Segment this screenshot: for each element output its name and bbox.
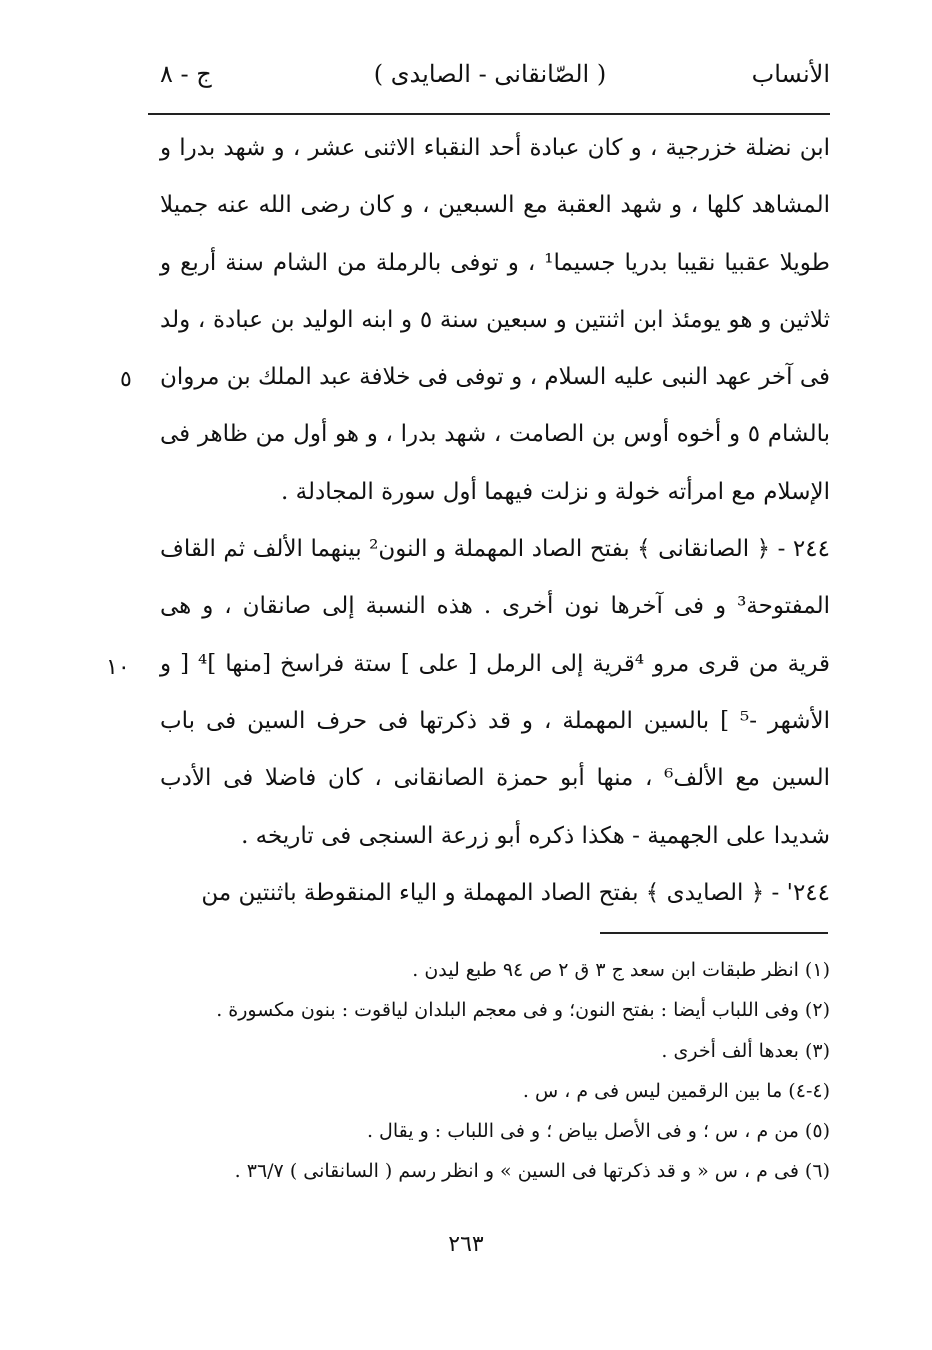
book-title: الأنساب xyxy=(751,60,830,88)
margin-line-number-5: ٥ xyxy=(120,367,132,392)
footnote-6: (٦) فى م ، س « و قد ذكرتها فى السين » و انظر رسم ( السانقانى ) ٣٦/٧ . xyxy=(234,1160,830,1183)
footnote-1: (١) انظر طبقات ابن سعد ج ٣ ق ٢ ص ٩٤ طبع ليدن . xyxy=(412,959,830,981)
entries-range: ( الصّانقانى - الصايدى ) xyxy=(373,60,607,88)
footnote-divider xyxy=(600,932,828,934)
running-header xyxy=(150,52,830,96)
footnote-5: (٥) من م ، س ؛ و فى الأصل بياض ؛ و فى اللباب : و يقال . xyxy=(366,1120,830,1143)
header-divider xyxy=(148,113,830,115)
main-text xyxy=(160,120,830,922)
paragraph-continuation: ابن نضلة خزرجية ، و كان عبادة أحد النقباء الاثنى عشر ، و شهد بدرا و المشاهد كلها ، و شهد العقبة مع السبعين ، و كان رضى الله عنه جميلا طويلا عقبيا نقيبا بدريا جسيما¹ ، و توفى بالرملة من الشام سنة أربع و ثلاثين و هو يومئذ ابن اثنتين و سبعين سنة ٥ و ابنه الوليد بن عبادة ، ولد فى آخر عهد النبى عليه السلام ، و توفى فى خلافة عبد الملك بن مروان بالشام ٥ و أخوه أوس بن الصامت ، شهد بدرا ، و هو أول من ظاهر فى الإسلام مع امرأته خولة و نزلت فيهما أول سورة المجادلة . xyxy=(160,135,830,505)
footnote-4: (٤-٤) ما بين الرقمين ليس فى م ، س . xyxy=(522,1079,830,1102)
volume-label: ج - ٨ xyxy=(160,60,212,88)
page-number: ٢٦٣ xyxy=(448,1232,484,1257)
margin-line-number-10: ١٠ xyxy=(106,655,130,680)
footnote-3: (٣) بعدها ألف أخرى . xyxy=(661,1039,830,1062)
entry-244-saniqani: ٢٤٤ - ﴿ الصانقانى ﴾ بفتح الصاد المهملة و النون² بينهما الألف ثم القاف المفتوحة³ و فى آخرها نون أخرى . هذه النسبة إلى صانقان ، و هى قرية من قرى مرو ⁴قرية إلى الرمل [ على ] ستة فراسخ [منها ]⁴ [ و الأشهر -⁵ ] بالسين المهملة ، و قد ذكرتها فى حرف السين فى باب السين مع الألف⁶ ، منها أبو حمزة الصانقانى ، كان فاضلا فى الأدب شديدا على الجهمية - هكذا ذكره أبو زرعة السنجى فى تاريخه . xyxy=(160,536,830,849)
entry-244-saidi: ٢٤٤' - ﴿ الصايدى ﴾ بفتح الصاد المهملة و الياء المنقوطة باثنتين من xyxy=(201,879,830,906)
footnote-2: (٢) وفى اللباب أيضا : بفتح النون؛ و فى معجم البلدان لياقوت : بنون مكسورة . xyxy=(216,999,830,1022)
footnotes xyxy=(160,950,830,1192)
